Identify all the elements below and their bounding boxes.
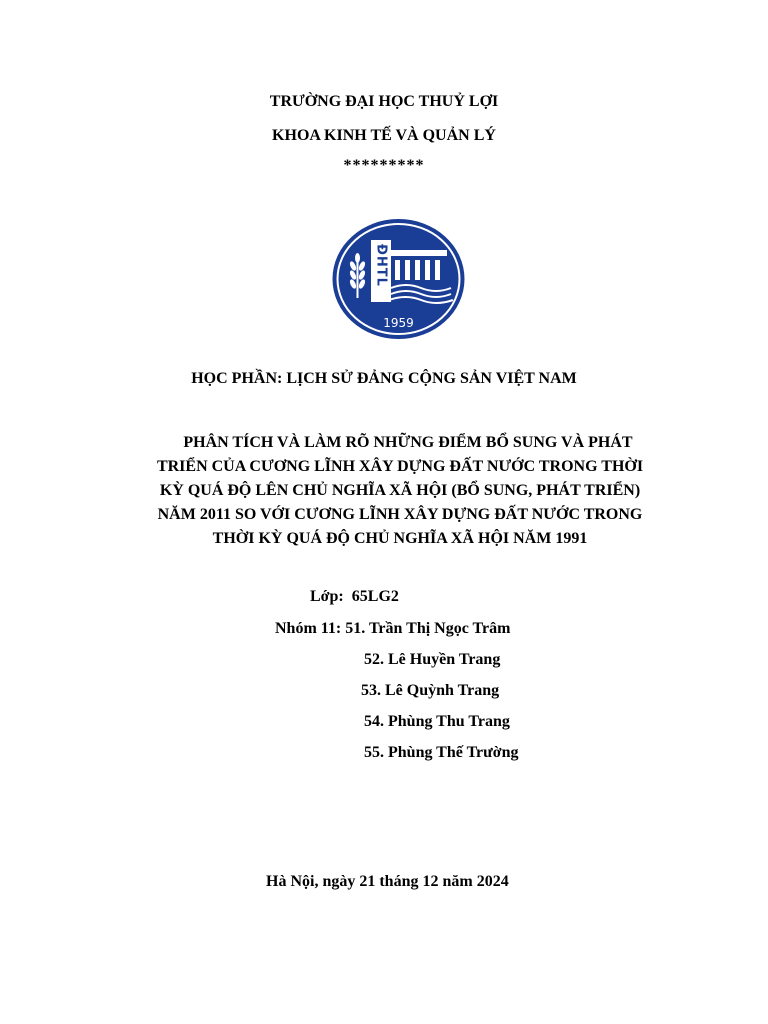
university-name: TRƯỜNG ĐẠI HỌC THUỶ LỢI xyxy=(269,93,499,110)
title-line: THỜI KỲ QUÁ ĐỘ CHỦ NGHĨA XÃ HỘI NĂM 1991 xyxy=(212,530,588,547)
faculty-name: KHOA KINH TẾ VÀ QUẢN LÝ xyxy=(272,127,496,144)
class-info xyxy=(310,587,399,607)
member-item: 53. Lê Quỳnh Trang xyxy=(361,682,500,699)
member-item: 52. Lê Huyền Trang xyxy=(364,651,501,668)
group-info xyxy=(275,619,510,639)
logo-year: 1959 xyxy=(383,316,414,330)
class-value: 65LG2 xyxy=(351,588,399,605)
group-label: Nhóm 11: xyxy=(275,620,342,637)
report-title xyxy=(110,431,690,551)
title-line: TRIỂN CỦA CƯƠNG LĨNH XÂY DỰNG ĐẤT NƯỚC TRONG THỜI xyxy=(156,458,644,475)
title-line: PHÂN TÍCH VÀ LÀM RÕ NHỮNG ĐIỂM BỔ SUNG VÀ PHÁT xyxy=(183,434,633,451)
member-item: 54. Phùng Thu Trang xyxy=(364,713,510,730)
university-logo xyxy=(331,218,466,340)
title-line: KỲ QUÁ ĐỘ LÊN CHỦ NGHĨA XÃ HỘI (BỔ SUNG, PHÁT TRIỂN) xyxy=(159,482,641,499)
logo-letters: ĐHTL xyxy=(373,244,389,287)
member-item: 51. Trần Thị Ngọc Trâm xyxy=(345,620,511,637)
course-name: HỌC PHẦN: LỊCH SỬ ĐẢNG CỘNG SẢN VIỆT NAM xyxy=(191,370,577,387)
title-line: NĂM 2011 SO VỚI CƯƠNG LĨNH XÂY DỰNG ĐẤT NƯỚC TRONG xyxy=(157,506,643,523)
member-item: 55. Phùng Thế Trường xyxy=(364,744,519,761)
class-label: Lớp: xyxy=(310,588,344,605)
place-date: Hà Nội, ngày 21 tháng 12 năm 2024 xyxy=(266,873,509,890)
separator-stars: ********* xyxy=(343,157,425,174)
